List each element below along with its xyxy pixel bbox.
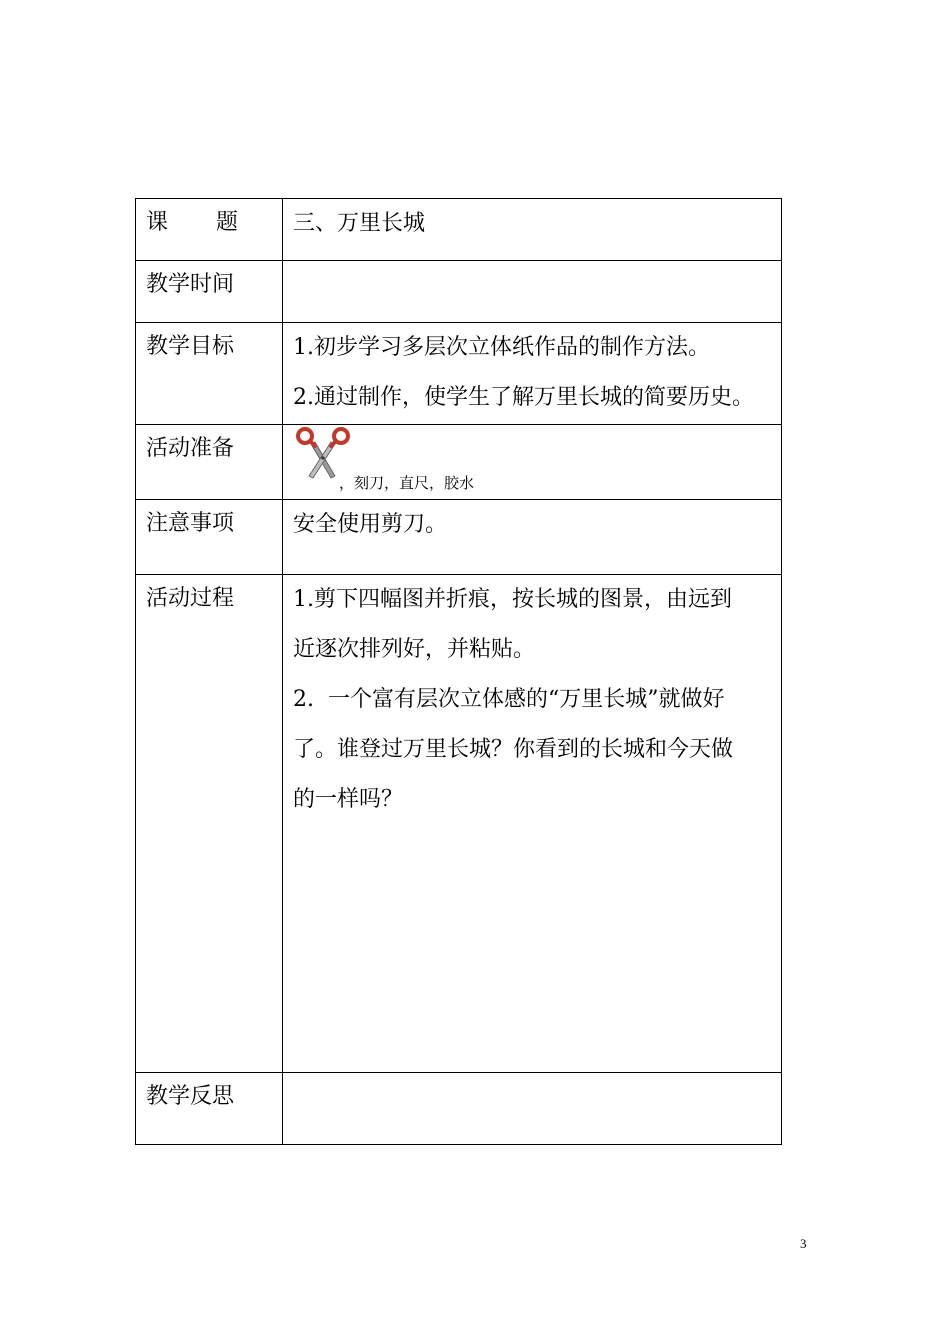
label-goals: 教学目标 bbox=[136, 323, 283, 425]
goal-line-1: 1.初步学习多层次立体纸作品的制作方法。 bbox=[293, 335, 710, 360]
value-time bbox=[283, 261, 782, 323]
lesson-plan-table bbox=[135, 198, 782, 1145]
label-topic bbox=[136, 199, 283, 261]
value-goals bbox=[283, 323, 782, 425]
row-reflection bbox=[136, 1073, 782, 1145]
label-reflection: 教学反思 bbox=[136, 1073, 283, 1145]
process-line-1: 1.剪下四幅图并折痕，按长城的图景，由远到 bbox=[293, 587, 732, 612]
label-topic-char-2: 题 bbox=[215, 210, 238, 235]
notes-text: 安全使用剪刀。 bbox=[293, 512, 448, 537]
row-prep bbox=[136, 425, 782, 500]
value-prep bbox=[283, 425, 782, 500]
label-time: 教学时间 bbox=[136, 261, 283, 323]
value-topic bbox=[283, 199, 782, 261]
row-time bbox=[136, 261, 782, 323]
topic-title: 三、万里长城 bbox=[293, 211, 426, 236]
label-topic-char-1: 课 bbox=[146, 210, 169, 235]
prep-materials: ，刻刀，直尺，胶水 bbox=[339, 474, 475, 492]
value-process bbox=[283, 575, 782, 1073]
process-line-2: 近逐次排列好，并粘贴。 bbox=[293, 637, 536, 662]
process-line-5: 的一样吗？ bbox=[293, 787, 404, 812]
label-notes: 注意事项 bbox=[136, 500, 283, 575]
row-goals bbox=[136, 323, 782, 425]
goal-line-2: 2.通过制作，使学生了解万里长城的简要历史。 bbox=[293, 385, 754, 410]
process-line-3: 2. 一个富有层次立体感的“万里长城”就做好 bbox=[293, 687, 725, 712]
page-number: 3 bbox=[800, 1236, 807, 1251]
row-topic bbox=[136, 199, 782, 261]
row-process bbox=[136, 575, 782, 1073]
row-notes bbox=[136, 500, 782, 575]
value-notes bbox=[283, 500, 782, 575]
label-prep: 活动准备 bbox=[136, 425, 283, 500]
label-process: 活动过程 bbox=[136, 575, 283, 1073]
process-line-4: 了。谁登过万里长城？你看到的长城和今天做 bbox=[293, 737, 734, 762]
value-reflection bbox=[283, 1073, 782, 1145]
